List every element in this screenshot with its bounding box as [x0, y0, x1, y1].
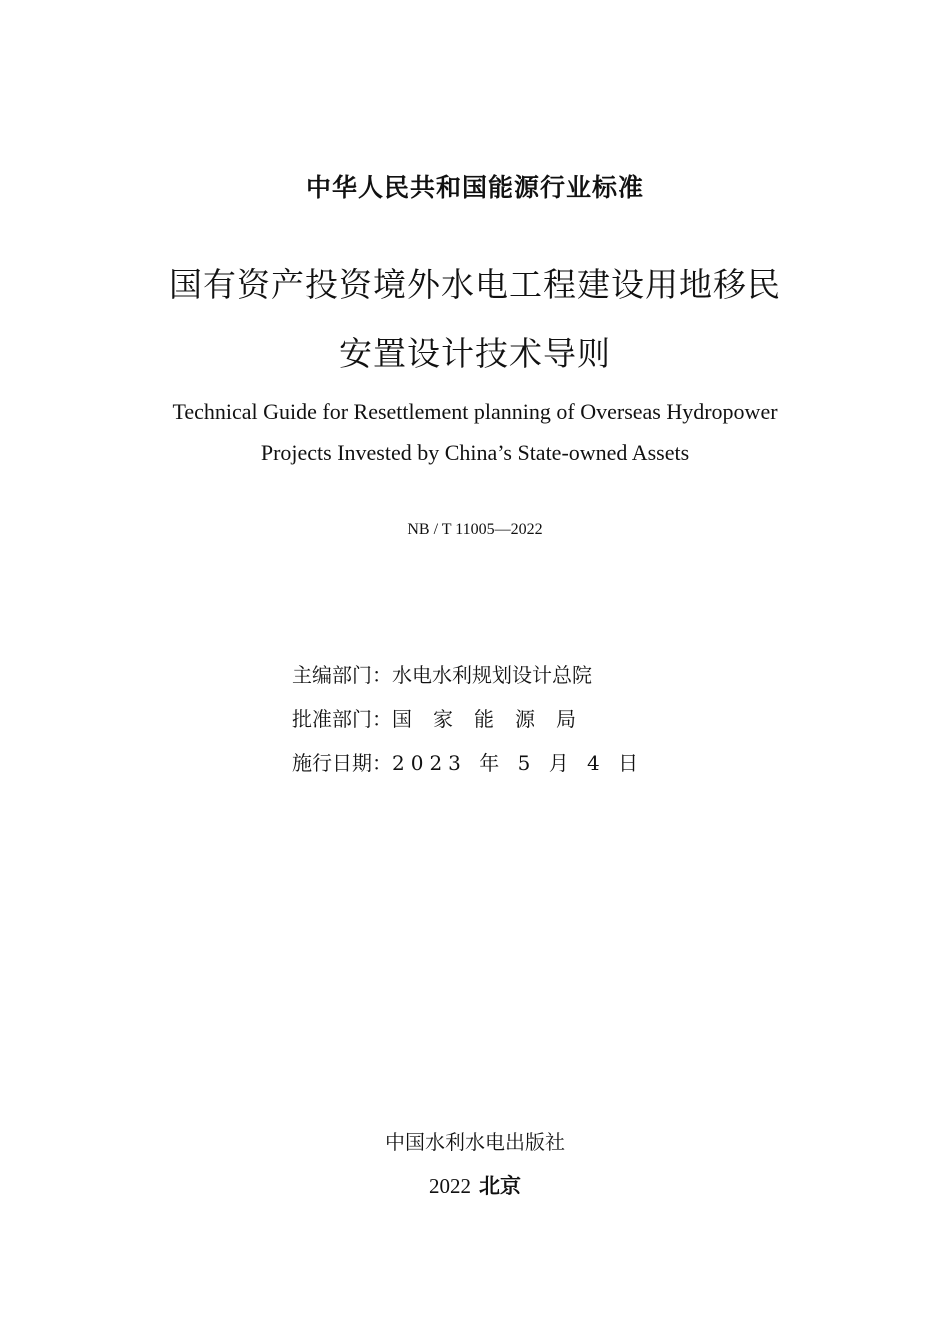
approver-row [292, 704, 597, 734]
publication-year: 2022 [429, 1174, 471, 1198]
standard-number: NB / T 11005—2022 [407, 521, 543, 538]
english-title-line-2: Projects Invested by China’s State-owned Assets [260, 440, 690, 465]
editor-label: 主编部门： [292, 663, 392, 687]
effective-date-label: 施行日期： [292, 751, 392, 775]
publication-line [0, 1171, 950, 1201]
editor-row [292, 660, 592, 690]
effective-date-value: 2023 年 5 月 4 日 [392, 751, 645, 775]
publisher: 中国水利水电出版社 [385, 1130, 565, 1154]
effective-date-row [292, 748, 644, 778]
editor-value: 水电水利规划设计总院 [392, 663, 592, 687]
issuer-heading: 中华人民共和国能源行业标准 [305, 173, 644, 202]
chinese-title-line-2: 安置设计技术导则 [339, 334, 611, 373]
publication-city: 北京 [479, 1174, 521, 1198]
approver-label: 批准部门： [292, 707, 392, 731]
chinese-title-line-1: 国有资产投资境外水电工程建设用地移民 [169, 265, 781, 304]
approver-value: 国家能源局 [392, 707, 597, 731]
english-title-line-1: Technical Guide for Resettlement planning of Overseas Hydropower [172, 399, 778, 424]
